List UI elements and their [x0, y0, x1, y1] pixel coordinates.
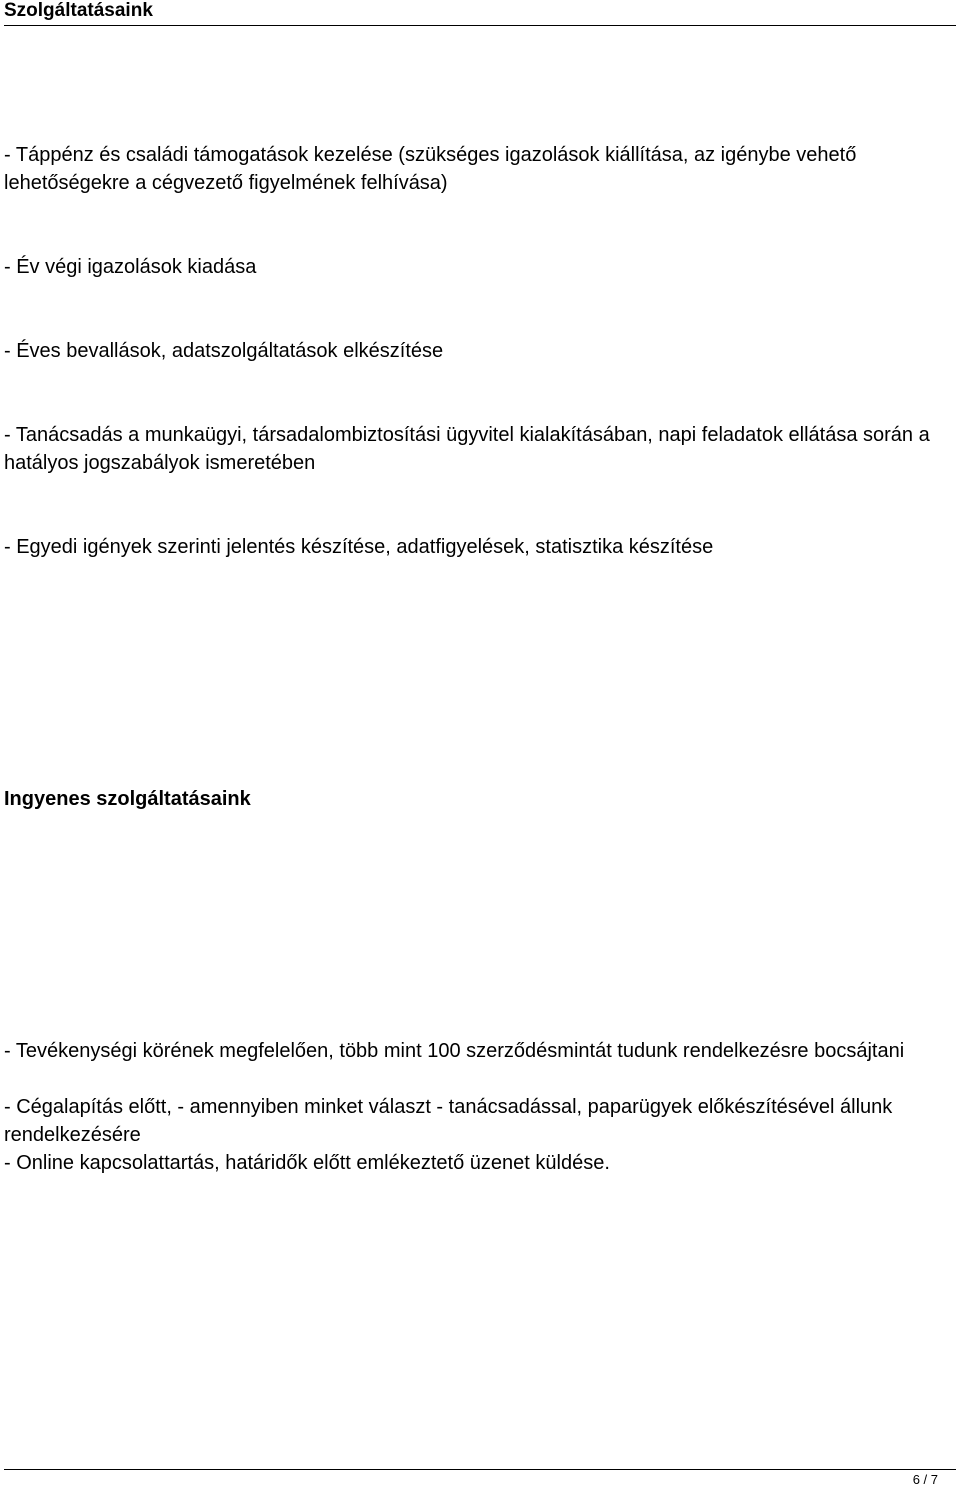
footer-divider [4, 1469, 956, 1470]
service-item: - Táppénz és családi támogatások kezelése (szükséges igazolások kiállítása, az igénybe vehető lehetőségekre a cégvezető figyelmének felhívása) [4, 144, 857, 194]
service-item: - Tanácsadás a munkaügyi, társadalombiztosítási ügyvitel kialakításában, napi feladatok ellátása során a hatályos jogszabályok ismeretében [4, 424, 930, 474]
header-divider [4, 25, 956, 26]
free-service-item: - Tevékenységi körének megfelelően, több mint 100 szerződésmintát tudunk rendelkezésre bocsájtani [4, 1040, 905, 1062]
service-item: - Év végi igazolások kiadása [4, 256, 257, 278]
page-header-title: Szolgáltatásaink [4, 0, 153, 21]
free-service-item: - Cégalapítás előtt, - amennyiben minket választ - tanácsadással, paparügyek előkészítésével állunk rendelkezésére [4, 1096, 893, 1146]
service-item: - Éves bevallások, adatszolgáltatások elkészítése [4, 340, 444, 362]
free-service-item: - Online kapcsolattartás, határidők előtt emlékeztető üzenet küldése. [4, 1152, 610, 1174]
free-services-heading: Ingyenes szolgáltatásaink [4, 788, 251, 810]
service-item: - Egyedi igények szerinti jelentés készítése, adatfigyelések, statisztika készítése [4, 536, 714, 558]
page-number: 6 / 7 [912, 1472, 938, 1487]
